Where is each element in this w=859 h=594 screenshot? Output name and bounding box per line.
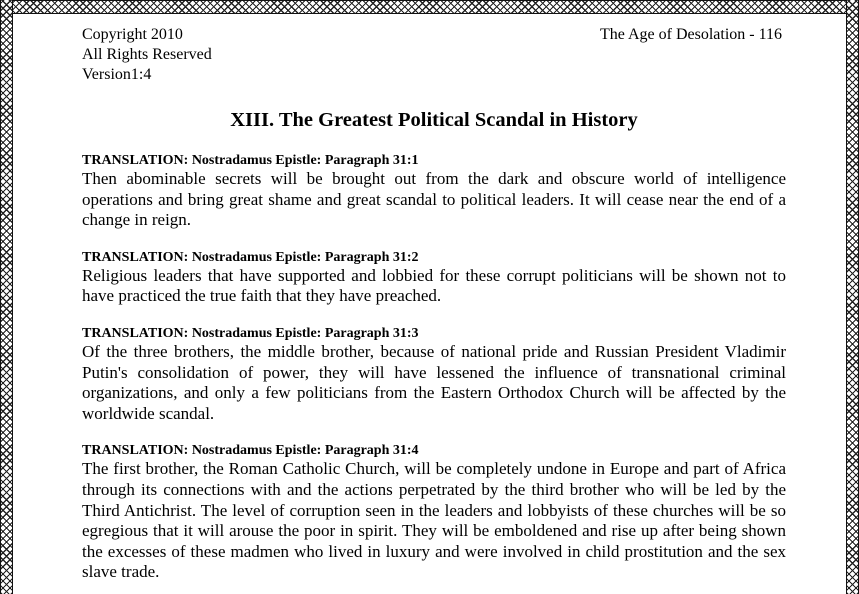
translation-label: TRANSLATION: Nostradamus Epistle: Paragraph 31:3 [82, 325, 419, 341]
translation-text: Religious leaders that have supported and lobbied for these corrupt politicians will be shown not to have practiced the true faith that they have preached. [82, 265, 786, 306]
translation-section [82, 250, 786, 307]
copyright-line: Copyright 2010 [82, 26, 183, 43]
translation-text: Then abominable secrets will be brought out from the dark and obscure world of intelligence operations and bring great shame and great scandal to political leaders. It will cease near the end of a change in reign. [82, 169, 786, 230]
version-line: Version1:4 [82, 66, 152, 83]
rights-line: All Rights Reserved [82, 46, 212, 63]
translation-label: TRANSLATION: Nostradamus Epistle: Paragraph 31:2 [82, 249, 419, 265]
page-header [82, 25, 786, 85]
chapter-title: XIII. The Greatest Political Scandal in History [230, 109, 638, 131]
decorative-border-top [0, 0, 859, 14]
translation-text: The first brother, the Roman Catholic Church, will be completely undone in Europe and part of Africa through its connections with and the actions perpetrated by the third brother who will be led by the Third Antichrist. The level of corruption seen in the leaders and lobbyists of these churches will be so egregious that it will arouse the poor in spirit. They will be emboldened and rise up after being shown the excesses of these madmen who lived in luxury and were involved in child prostitution and the sex slave trade. [82, 459, 786, 582]
translation-section [82, 326, 786, 424]
translation-label: TRANSLATION: Nostradamus Epistle: Paragraph 31:1 [82, 153, 419, 168]
header-left [82, 25, 212, 85]
translation-section [82, 153, 786, 231]
translation-label: TRANSLATION: Nostradamus Epistle: Paragraph 31:4 [82, 443, 419, 459]
decorative-border-right [846, 0, 859, 594]
page-content [82, 25, 786, 583]
running-title: The Age of Desolation - 116 [599, 26, 782, 43]
decorative-border-left [0, 0, 13, 594]
translation-section [82, 443, 786, 583]
translation-text: Of the three brothers, the middle brother, because of national pride and Russian President Vladimir Putin's consolidation of power, they will have lessened the influence of transnational criminal organizations, and only a few politicians from the Eastern Orthodox Church will be affected by the worldwide scandal. [82, 341, 786, 423]
